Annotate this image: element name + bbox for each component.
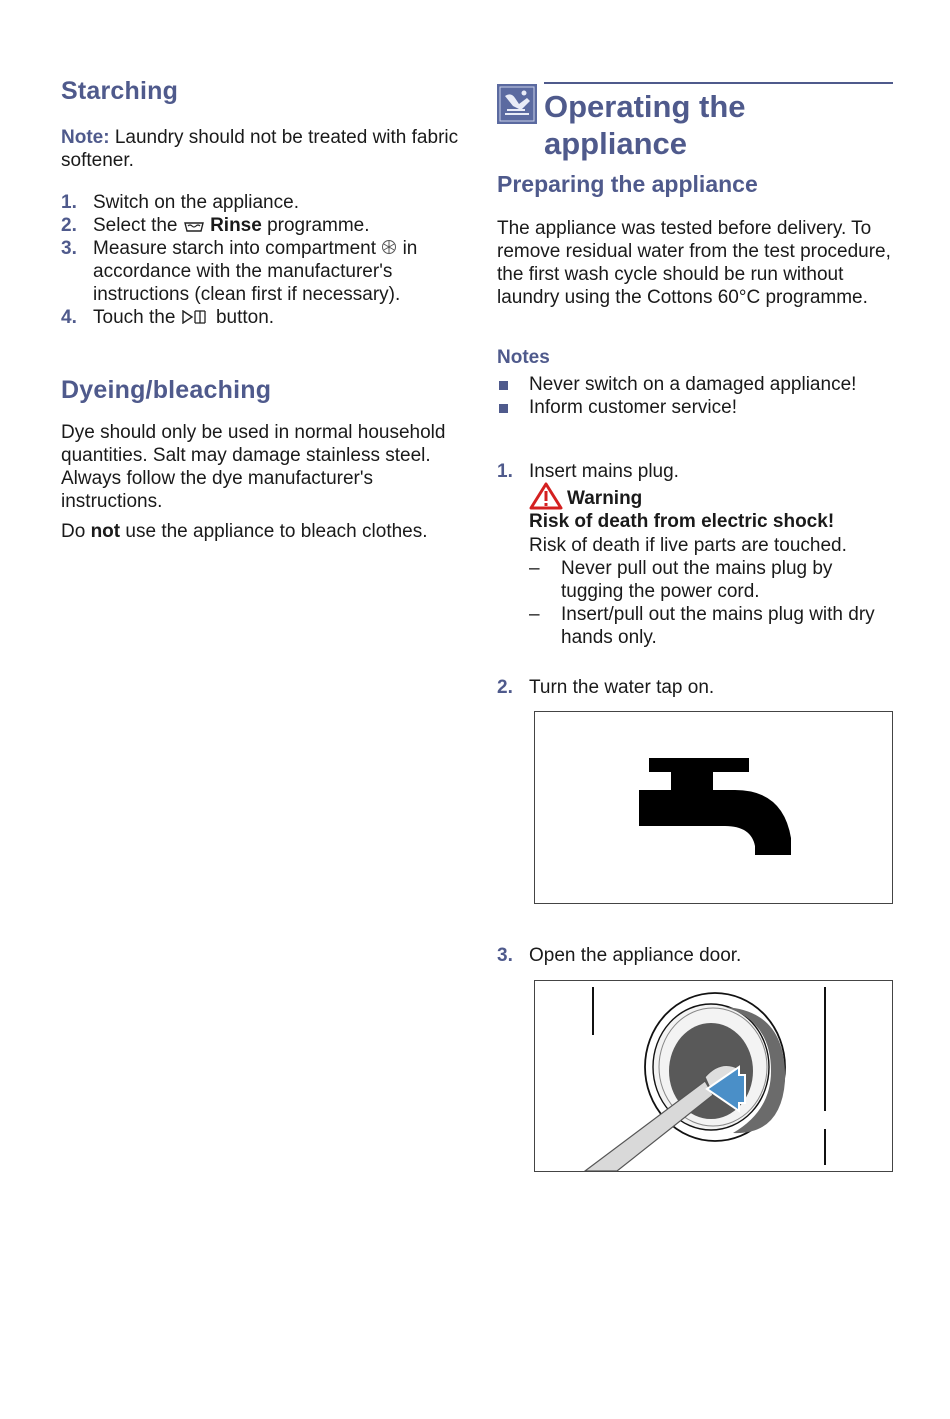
- dyeing-paragraph: Dye should only be used in normal household quantities. Salt may damage stainless steel. Always follow the dye manufacturer's instructions.: [61, 422, 446, 512]
- step-3: [497, 944, 892, 967]
- step-number: 3.: [61, 238, 77, 259]
- warning-text: Risk of death if live parts are touched.: [529, 535, 847, 556]
- list-item: [497, 944, 892, 967]
- water-tap-icon: [535, 712, 892, 903]
- step-number: 2.: [61, 215, 77, 236]
- list-item: Never switch on a damaged appliance!: [497, 373, 877, 396]
- warning-title: Risk of death from electric shock!: [529, 511, 835, 532]
- list-item: [61, 214, 456, 237]
- appliance-door-figure: [534, 980, 893, 1172]
- bullet-icon: [499, 404, 508, 413]
- step-number: 4.: [61, 307, 77, 328]
- operating-section-icon: [497, 84, 537, 124]
- step-text: Measure starch into compartment in accordance with the manufacturer's instructions (clean first if necessary).: [93, 238, 418, 305]
- list-item: [497, 460, 892, 483]
- water-tap-figure: [534, 711, 893, 904]
- preparing-paragraph: The appliance was tested before delivery. To remove residual water from the test procedure, the first wash cycle should be run without laundry using the Cottons 60°C programme.: [497, 218, 891, 308]
- operating-steps: [497, 460, 892, 483]
- note-text: Laundry should not be treated with fabric softener.: [61, 127, 459, 171]
- list-item: – Insert/pull out the mains plug with dry hands only.: [529, 604, 875, 648]
- starching-steps: [61, 191, 456, 329]
- dyeing-heading: Dyeing/bleaching: [61, 376, 272, 404]
- section-rule: [544, 82, 893, 84]
- bullet-icon: [499, 381, 508, 390]
- notes-list: [497, 373, 877, 419]
- bleach-paragraph: Do not use the appliance to bleach clothes.: [61, 521, 428, 542]
- start-pause-icon: [181, 310, 211, 324]
- step-text: Open the appliance door.: [529, 945, 742, 966]
- rinse-programme-icon: [183, 220, 205, 232]
- list-item: [497, 676, 892, 699]
- page-title: Operating the appliance: [544, 89, 746, 161]
- preparing-heading: Preparing the appliance: [497, 171, 758, 197]
- note-label: Note:: [61, 127, 110, 148]
- step-text: Select the Rinse programme.: [93, 215, 370, 236]
- warning-label: Warning: [567, 488, 643, 509]
- appliance-door-illustration: [535, 981, 892, 1171]
- list-item: [61, 237, 456, 306]
- step-2: [497, 676, 892, 699]
- list-item: [61, 306, 456, 329]
- warning-block: [529, 482, 894, 649]
- list-item: – Never pull out the mains plug by tugging the power cord.: [529, 558, 833, 602]
- step-number: 2.: [497, 677, 513, 698]
- warning-triangle-icon: [529, 482, 563, 510]
- step-text: Turn the water tap on.: [529, 677, 715, 698]
- starching-note: [61, 126, 461, 172]
- list-item: [61, 191, 456, 214]
- step-number: 3.: [497, 945, 513, 966]
- starch-compartment-icon: [381, 239, 397, 255]
- step-text: Switch on the appliance.: [93, 192, 299, 213]
- step-text: Touch the button.: [93, 307, 275, 328]
- step-number: 1.: [497, 461, 513, 482]
- step-number: 1.: [61, 192, 77, 213]
- starching-heading: Starching: [61, 77, 179, 105]
- step-text: Insert mains plug.: [529, 461, 679, 482]
- list-item: Inform customer service!: [497, 396, 877, 419]
- notes-heading: Notes: [497, 347, 550, 368]
